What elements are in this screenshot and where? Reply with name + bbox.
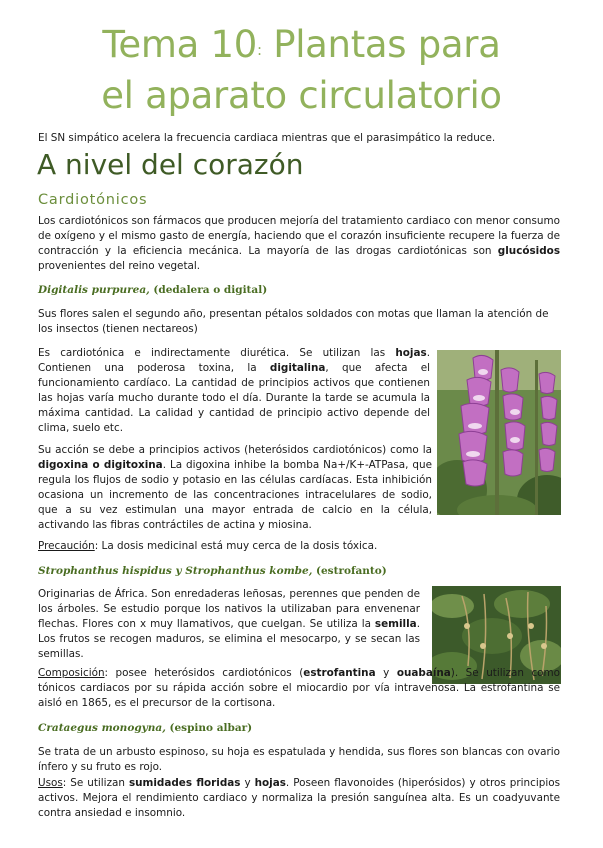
text-run: . Poseen flavonoides (hiperósidos) y otros principios activos. Mejora el rendimiento cardiaco y normaliza la presión sanguínea alta. Es un coadyuvante contra ansiedad e insomnio. — [38, 777, 560, 819]
bold-term: sumidades floridas — [128, 777, 241, 789]
strophanthus-paragraph-1 — [38, 587, 420, 662]
underlined-label: Composición — [38, 667, 105, 679]
common-name: (estrofanto) — [312, 565, 387, 577]
strophanthus-paragraph-2 — [38, 666, 560, 711]
title-colon: : — [256, 41, 262, 59]
page-title — [20, 22, 583, 119]
text-run: provenientes del reino vegetal. — [38, 260, 201, 272]
text-run: . Los frutos se recogen maduros, se elimina el mesocarpo, y se secan las semillas. — [38, 618, 420, 660]
cardio-intro-paragraph — [38, 214, 560, 274]
bold-term: hojas — [395, 347, 427, 359]
section-heading: A nivel del corazón — [37, 148, 304, 181]
text-run: Es cardiotónica e indirectamente diurética. Se utilizan las — [38, 347, 396, 359]
bold-term: digitalina — [269, 362, 326, 374]
common-name: (dedalera o digital) — [149, 284, 268, 296]
bold-term: estrofantina — [303, 667, 376, 679]
digitalis-flower-photo — [437, 350, 561, 515]
text-run: Los cardiotónicos son fármacos que producen mejoría del tratamiento cardiaco con menor consumo de oxígeno y el mismo gasto de energía, haciendo que el corazón insuficiente recupere la fuerza de contracción y la eficiencia mecánica. La mayoría de las drogas cardiotónicas son — [38, 215, 560, 257]
text-run: : La dosis medicinal está muy cerca de la dosis tóxica. — [94, 540, 378, 552]
text-run: : Se utilizan — [62, 777, 129, 789]
bold-term: semilla — [374, 618, 417, 630]
text-run: y — [240, 777, 255, 789]
text-run: , que afecta el funcionamiento cardíaco. La cantidad de principios activos que contienen las hojas varía mucho durante todo el día. Durante la tarde se acumula la máxima cantidad. La calidad y cantidad de principio activo depende del clima, suelo etc. — [38, 362, 431, 434]
text-run: : posee heterósidos cardiotónicos ( — [104, 667, 304, 679]
digitalis-precaution — [38, 539, 560, 554]
subsection-heading: Cardiotónicos — [38, 192, 148, 208]
digitalis-paragraph-1: Sus flores salen el segundo año, presentan pétalos soldados con motas que llaman la atención de los insectos (tienen nectareos) — [38, 308, 549, 335]
intro-paragraph: El SN simpático acelera la frecuencia cardiaca mientras que el parasimpático la reduce. — [38, 132, 496, 144]
bold-term: hojas — [254, 777, 286, 789]
underlined-label: Precaución — [38, 540, 95, 552]
strophanthus-heading — [38, 564, 387, 578]
crataegus-paragraph-1: Se trata de un arbusto espinoso, su hoja es espatulada y hendida, sus flores son blancas con ovario ínfero y su fruto es rojo. — [38, 746, 560, 773]
underlined-label: Usos — [38, 777, 63, 789]
common-name: (espino albar) — [165, 722, 253, 734]
digitalis-paragraph-2 — [38, 346, 430, 436]
bold-term: glucósidos — [497, 245, 560, 257]
digitalis-paragraph-3 — [38, 443, 432, 533]
text-run: Su acción se debe a principios activos (heterósidos cardiotónicos) como la — [38, 444, 432, 456]
text-run: ). Se utilizan como tónicos cardiacos por su rápida acción sobre el miocardio por vía intravenosa. La estrofantina se aisló en 1865, es el precursor de la cortisona. — [38, 667, 561, 709]
text-run: . Contienen una poderosa toxina, la — [38, 347, 430, 374]
text-run: . La digoxina inhibe la bomba Na+/K+-ATPasa, que regula los flujos de sodio y potasio en las células cardíacas. Esta inhibición ocasiona un incremento de las concentraciones intracelulares de sodio, que a su vez estimulan una mayor entrada de calcio en la célula, activando las fibras contráctiles de actina y miosina. — [38, 459, 432, 531]
bold-term: digoxina o digitoxina — [38, 459, 163, 471]
latin-name: Strophanthus hispidus y Strophanthus kombe, — [38, 565, 313, 577]
foxglove-illustration — [437, 350, 561, 515]
text-run: y — [375, 667, 397, 679]
text-run: Originarias de África. Son enredaderas leñosas, perennes que penden de los árboles. Se estudio porque los nativos la utilizaban para envenenar flechas. Flores con x muy llamativos, que cuelgan. Se utiliza la — [38, 588, 420, 630]
title-part: Plantas para — [261, 23, 501, 66]
crataegus-paragraph-2 — [38, 776, 560, 821]
latin-name: Digitalis purpurea, — [38, 284, 150, 296]
bold-term: ouabaína — [396, 667, 451, 679]
crataegus-heading — [38, 721, 252, 735]
title-part: Tema 10 — [102, 23, 257, 66]
digitalis-heading — [38, 283, 267, 297]
title-line-2: el aparato circulatorio — [101, 74, 502, 117]
latin-name: Crataegus monogyna, — [38, 722, 166, 734]
